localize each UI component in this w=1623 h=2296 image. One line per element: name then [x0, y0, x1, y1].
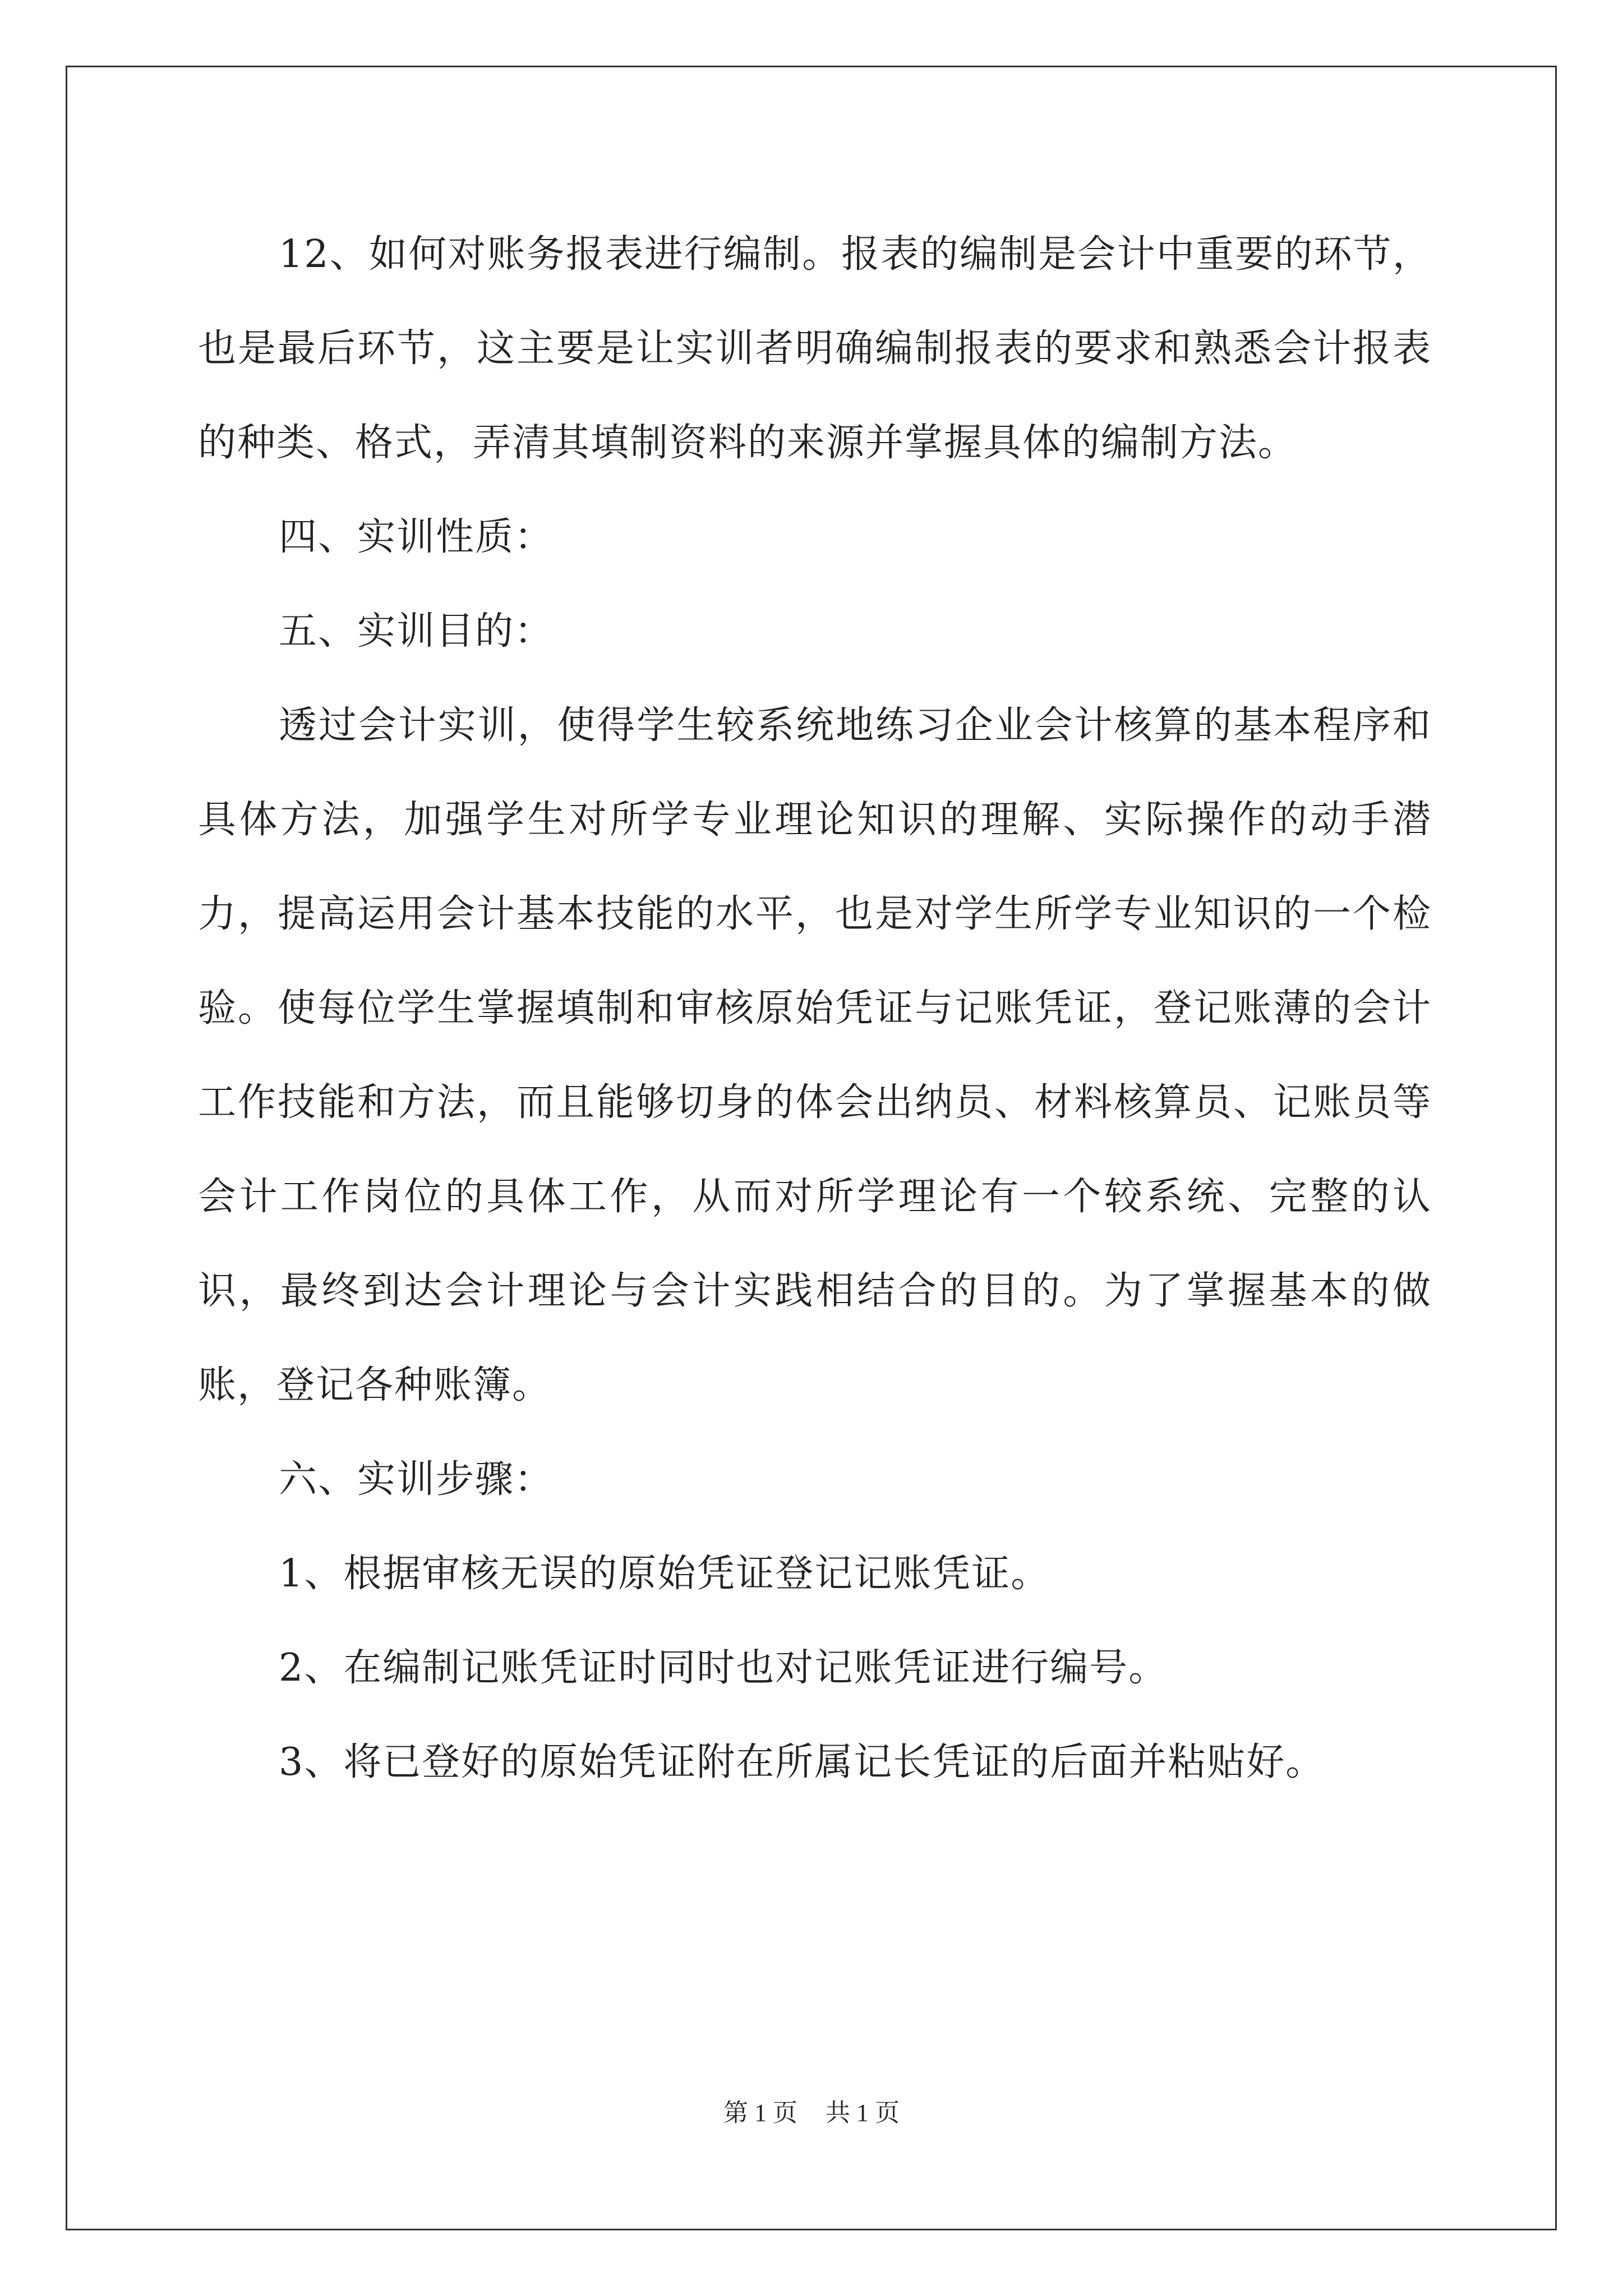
- paragraph-training-purpose: 透过会计实训，使得学生较系统地练习企业会计核算的基本程序和具体方法，加强学生对所学专业理论知识的理解、实际操作的动手潜力，提高运用会计基本技能的水平，也是对学生所学专业知识的一个检验。使每位学生掌握填制和审核原始凭证与记账凭证，登记账薄的会计工作技能和方法，而且能够切身的体会出纳员、材料核算员、记账员等会计工作岗位的具体工作，从而对所学理论有一个较系统、完整的认识，最终到达会计理论与会计实践相结合的目的。为了掌握基本的做账，登记各种账簿。: [198, 703, 1432, 1407]
- heading-training-steps: 六、实训步骤：: [279, 1457, 554, 1502]
- heading-training-purpose: 五、实训目的：: [279, 609, 554, 654]
- step-3: 3、将已登好的原始凭证附在所属记长凭证的后面并粘贴好。: [279, 1740, 1325, 1784]
- step-2: 2、在编制记账凭证时同时也对记账凭证进行编号。: [279, 1646, 1168, 1690]
- page-number-total: 共 1 页: [826, 2099, 900, 2127]
- heading-training-nature: 四、实训性质：: [279, 515, 554, 559]
- document-body: [198, 208, 1432, 1810]
- page-number-current: 第 1 页: [723, 2099, 797, 2127]
- step-1: 1、根据审核无误的原始凭证登记记账凭证。: [279, 1552, 1050, 1596]
- page-footer: [0, 2092, 1623, 2128]
- paragraph-report-compilation: 12、如何对账务报表进行编制。报表的编制是会计中重要的环节，也是最后环节，这主要是让实训者明确编制报表的要求和熟悉会计报表的种类、格式，弄清其填制资料的来源并掌握具体的编制方法。: [198, 232, 1432, 465]
